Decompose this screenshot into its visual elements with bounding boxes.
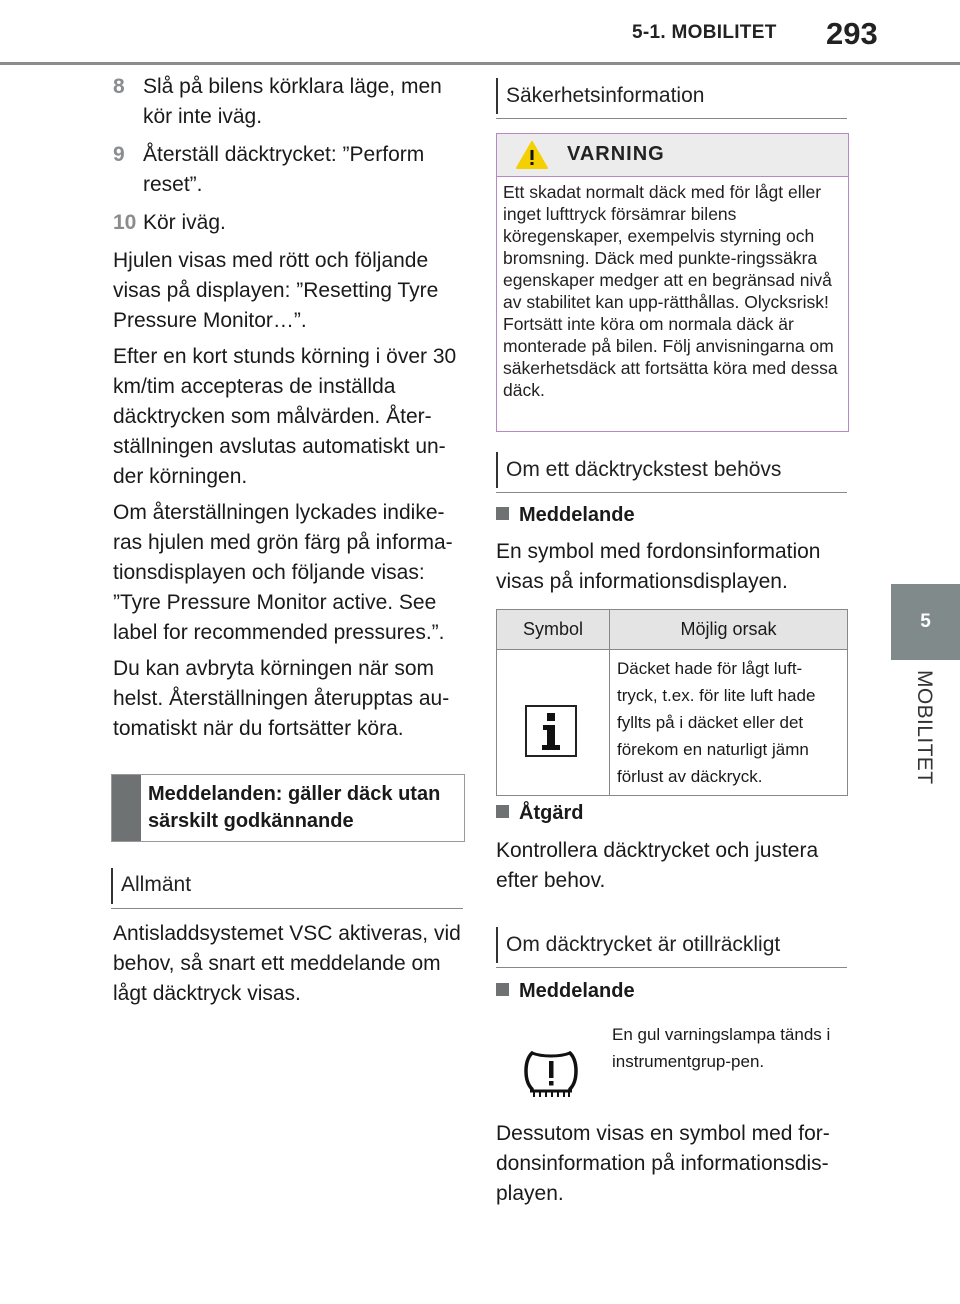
message2-heading-text: Meddelande <box>519 980 635 1002</box>
square-bullet-icon <box>496 507 509 520</box>
chapter-number: 5 <box>920 611 931 632</box>
info-icon <box>525 705 577 757</box>
subheading-allmant <box>111 860 463 909</box>
subheading-safety <box>496 72 847 119</box>
step-number: 10 <box>113 211 137 234</box>
subheading-bar <box>496 78 498 114</box>
square-bullet-icon <box>496 983 509 996</box>
action-heading-text: Åtgärd <box>519 802 584 824</box>
paragraph: Om återställningen lyckades indike-ras hjulen med grön färg på informa-tionsdisplayen och följande visas: ”Tyre Pressure Monitor active. See label for recommended pressures.”. <box>113 501 453 644</box>
heading-bar <box>112 775 141 841</box>
table-row <box>497 650 848 796</box>
action-heading <box>496 802 583 825</box>
message-heading <box>496 504 635 527</box>
warning-triangle-icon <box>515 140 549 170</box>
message2-heading <box>496 980 635 1003</box>
step-number: 9 <box>113 143 125 166</box>
subheading-bar <box>496 452 498 488</box>
subheading-test <box>496 446 847 493</box>
warning-header <box>497 134 848 177</box>
warning-text: Ett skadat normalt däck med för lågt eller inget lufttryck försämrar bilens köregenskaper, exempelvis styrning och bromsning. Däck med punkte-ringssäkra egenskaper medger att en begränsad nivå av stabilitet kan upp-rätthållas. Olycksrisk! Fortsätt inte köra om normala däck är monterade på bilen. Följ anvisningarna om säkerhetsdäck att fortsätta köra med dessa däck. <box>503 182 838 400</box>
subheading-bar <box>111 868 113 904</box>
header-rule <box>0 62 960 65</box>
paragraph: Kontrollera däcktrycket och justera efter behov. <box>496 839 819 892</box>
paragraph: Hjulen visas med rött och följande visas på displayen: ”Resetting Tyre Pressure Monitor…”. <box>113 249 439 332</box>
section-title: 5-1. MOBILITET <box>632 22 777 43</box>
subheading-text: Om däcktrycket är otillräckligt <box>506 933 781 956</box>
step-text: Slå på bilens körklara läge, men kör inte iväg. <box>143 75 442 128</box>
step-text: Kör iväg. <box>143 211 226 234</box>
step-10 <box>113 208 463 238</box>
table-header-row <box>497 610 848 650</box>
paragraph: Antisladdsystemet VSC aktiveras, vid behov, så snart ett meddelande om lågt däcktryck visas. <box>113 922 461 1005</box>
tire-pressure-warning-icon <box>522 1047 580 1099</box>
chapter-tab <box>891 584 960 660</box>
paragraph: Dessutom visas en symbol med for-donsinformation på informationsdis-playen. <box>496 1122 830 1205</box>
lamp-text: En gul varningslampa tänds i instrumentgrup-pen. <box>612 1025 831 1071</box>
gray-section-heading <box>111 774 465 842</box>
subheading-low-pressure <box>496 921 847 968</box>
chapter-label: MOBILITET <box>913 670 936 785</box>
paragraph: En symbol med fordonsinformation visas på informationsdisplayen. <box>496 540 821 593</box>
subheading-bar <box>496 927 498 963</box>
step-8 <box>113 72 463 132</box>
page-number: 293 <box>826 16 878 51</box>
subheading-text: Om ett däcktryckstest behövs <box>506 458 782 481</box>
step-text: Återställ däcktrycket: ”Perform reset”. <box>143 143 425 196</box>
subheading-text: Allmänt <box>121 873 192 896</box>
cause-cell <box>610 650 848 796</box>
message-heading-text: Meddelande <box>519 504 635 526</box>
column-header-cause: Möjlig orsak <box>610 610 848 650</box>
symbol-cell <box>497 650 610 796</box>
column-header-symbol: Symbol <box>497 610 610 650</box>
gray-heading-text: Meddelanden: gäller däck utan särskilt godkännande <box>148 783 441 832</box>
warning-box <box>496 133 849 432</box>
paragraph: Du kan avbryta körningen när som helst. Återställningen återupptas au-tomatiskt när du fortsätter köra. <box>113 657 450 740</box>
steps-list <box>113 72 463 744</box>
step-9 <box>113 140 463 200</box>
symbol-table <box>496 609 848 796</box>
paragraph: Efter en kort stunds körning i över 30 km/tim accepteras de inställda däcktrycken som målvärden. Åter-ställningen avslutas automatiskt un-der körningen. <box>113 345 457 488</box>
subheading-text: Säkerhetsinformation <box>506 84 705 107</box>
square-bullet-icon <box>496 805 509 818</box>
step-number: 8 <box>113 75 125 98</box>
cause-text: Däcket hade för lågt luft-tryck, t.ex. för lite luft hade fyllts på i däcket eller det förekom en naturligt jämn förlust av däckryck. <box>617 659 816 786</box>
warning-label: VARNING <box>567 143 665 165</box>
